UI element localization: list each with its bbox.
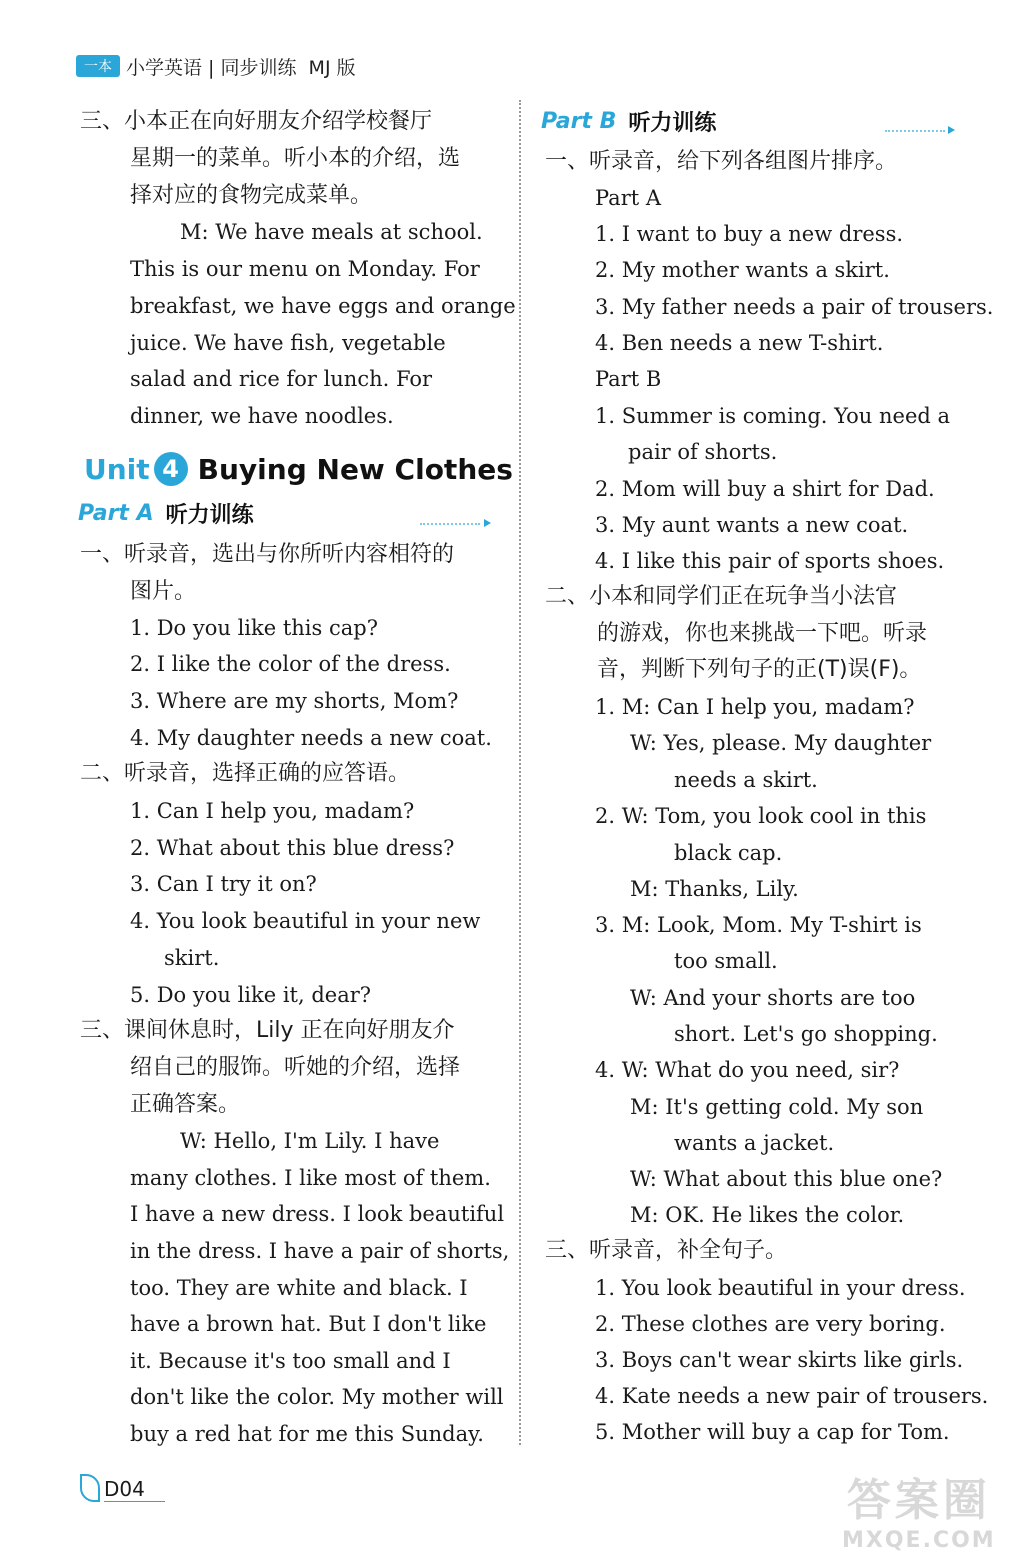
r-q2-line: M: Thanks, Lily. [630, 877, 799, 901]
q3-passage-line: many clothes. I like most of them. [130, 1166, 491, 1190]
r-q2-line: M: It's getting cold. My son [630, 1095, 924, 1119]
part-a-tag: Part A [78, 501, 154, 526]
r-q1-part-b: Part B [595, 367, 662, 391]
q3-passage-line: buy a red hat for me this Sunday. [130, 1422, 484, 1446]
s3-passage-line: breakfast, we have eggs and orange [130, 294, 516, 318]
r-q3-item: 5. Mother will buy a cap for Tom. [595, 1420, 950, 1444]
s3-passage-line: This is our menu on Monday. For [130, 257, 480, 281]
q3-passage-line: W: Hello, I'm Lily. I have [180, 1129, 440, 1153]
r-q1-a-item: 3. My father needs a pair of trousers. [595, 295, 994, 319]
r-q2-line: 3. M: Look, Mom. My T-shirt is [595, 913, 922, 937]
r-q1-b-item: 3. My aunt wants a new coat. [595, 513, 909, 537]
page-header [76, 52, 356, 80]
r-q2-line: 4. W: What do you need, sir? [595, 1058, 900, 1082]
q2-item: 3. Can I try it on? [130, 872, 317, 896]
page-number-text: D04 [104, 1477, 165, 1502]
part-b-arrow-icon [948, 126, 955, 134]
watermark-en: MXQE.COM [842, 1528, 996, 1553]
part-b-tag: Part B [541, 109, 617, 134]
r-q2-line-cont: too small. [674, 949, 778, 973]
part-a-rule [420, 523, 480, 527]
q1-title-line: 图片。 [130, 579, 197, 604]
r-q1-b-item: 4. I like this pair of sports shoes. [595, 549, 945, 573]
r-q1-a-item: 4. Ben needs a new T-shirt. [595, 331, 884, 355]
s3-passage-line: M: We have meals at school. [180, 220, 483, 244]
r-q2-title: 的游戏，你也来挑战一下吧。听录 [597, 621, 928, 646]
r-q2-line: M: OK. He likes the color. [630, 1203, 905, 1227]
q1-item: 3. Where are my shorts, Mom? [130, 689, 459, 713]
r-q2-line-cont: black cap. [674, 841, 783, 865]
q3-passage-line: it. Because it's too small and I [130, 1349, 451, 1373]
r-q1-part-a: Part A [595, 186, 662, 210]
r-q2-line: 1. M: Can I help you, madam? [595, 695, 915, 719]
column-divider [519, 100, 521, 1445]
q3-title-line: 三、课间休息时，Lily 正在向好朋友介 [80, 1018, 455, 1043]
q2-title-line: 二、听录音，选择正确的应答语。 [80, 761, 411, 786]
q1-item: 2. I like the color of the dress. [130, 652, 451, 676]
q3-passage-line: don't like the color. My mother will [130, 1385, 504, 1409]
part-b-rule [885, 130, 945, 134]
q3-title-line: 绍自己的服饰。听她的介绍，选择 [130, 1055, 461, 1080]
r-q1-b-item: 2. Mom will buy a shirt for Dad. [595, 477, 935, 501]
r-q1-a-item: 1. I want to buy a new dress. [595, 222, 904, 246]
r-q2-line-cont: short. Let's go shopping. [674, 1022, 938, 1046]
q1-item: 4. My daughter needs a new coat. [130, 726, 492, 750]
s3-title-line: 三、小本正在向好朋友介绍学校餐厅 [80, 109, 433, 134]
r-q1-b-item: 1. Summer is coming. You need a [595, 404, 951, 428]
part-b-label: 听力训练 [628, 111, 717, 136]
r-q1-title: 一、听录音，给下列各组图片排序。 [545, 149, 898, 174]
s3-passage-line: salad and rice for lunch. For [130, 367, 433, 391]
q2-item: 2. What about this blue dress? [130, 836, 455, 860]
q2-item-cont: skirt. [164, 946, 220, 970]
r-q3-item: 4. Kate needs a new pair of trousers. [595, 1384, 989, 1408]
r-q2-line: W: Yes, please. My daughter [630, 731, 932, 755]
q2-item: 4. You look beautiful in your new [130, 909, 481, 933]
watermark [842, 1464, 996, 1553]
part-a-label: 听力训练 [165, 503, 254, 528]
part-b-heading [541, 106, 716, 137]
page-number [80, 1474, 165, 1502]
r-q2-line: W: What about this blue one? [630, 1167, 943, 1191]
q3-passage-line: in the dress. I have a pair of shorts, [130, 1239, 510, 1263]
series-logo: 一本 [76, 55, 120, 77]
q2-item: 5. Do you like it, dear? [130, 983, 372, 1007]
leaf-icon [80, 1474, 100, 1502]
q3-passage-line: have a brown hat. But I don't like [130, 1312, 487, 1336]
q1-item: 1. Do you like this cap? [130, 616, 378, 640]
r-q3-title: 三、听录音，补全句子。 [545, 1238, 788, 1263]
part-a-heading [78, 498, 254, 529]
r-q3-item: 2. These clothes are very boring. [595, 1312, 946, 1336]
r-q2-line-cont: wants a jacket. [674, 1131, 835, 1155]
q3-passage-line: too. They are white and black. I [130, 1276, 468, 1300]
r-q1-b-item-cont: pair of shorts. [628, 440, 778, 464]
s3-title-line: 星期一的菜单。听小本的介绍，选 [130, 146, 461, 171]
r-q3-item: 1. You look beautiful in your dress. [595, 1276, 966, 1300]
watermark-cn: 答案圈 [846, 1475, 991, 1526]
q3-title-line: 正确答案。 [130, 1092, 241, 1117]
r-q2-line: W: And your shorts are too [630, 986, 916, 1010]
book-title: 小学英语 | 同步训练 MJ 版 [126, 56, 356, 79]
s3-passage-line: juice. We have fish, vegetable [130, 331, 446, 355]
q3-passage-line: I have a new dress. I look beautiful [130, 1202, 505, 1226]
s3-passage-line: dinner, we have noodles. [130, 404, 394, 428]
r-q1-a-item: 2. My mother wants a skirt. [595, 258, 890, 282]
r-q2-line: 2. W: Tom, you look cool in this [595, 804, 927, 828]
r-q2-title: 音，判断下列句子的正(T)误(F)。 [597, 657, 922, 682]
q1-title-line: 一、听录音，选出与你所听内容相符的 [80, 542, 455, 567]
s3-title-line: 择对应的食物完成菜单。 [130, 183, 373, 208]
unit-word: Unit [84, 452, 150, 486]
r-q2-title: 二、小本和同学们正在玩争当小法官 [545, 584, 898, 609]
q2-item: 1. Can I help you, madam? [130, 799, 415, 823]
unit-heading [84, 452, 513, 486]
unit-name: Buying New Clothes [197, 452, 513, 486]
part-a-arrow-icon [484, 519, 491, 527]
r-q2-line-cont: needs a skirt. [674, 768, 818, 792]
unit-number-badge: 4 [154, 452, 188, 486]
r-q3-item: 3. Boys can't wear skirts like girls. [595, 1348, 964, 1372]
